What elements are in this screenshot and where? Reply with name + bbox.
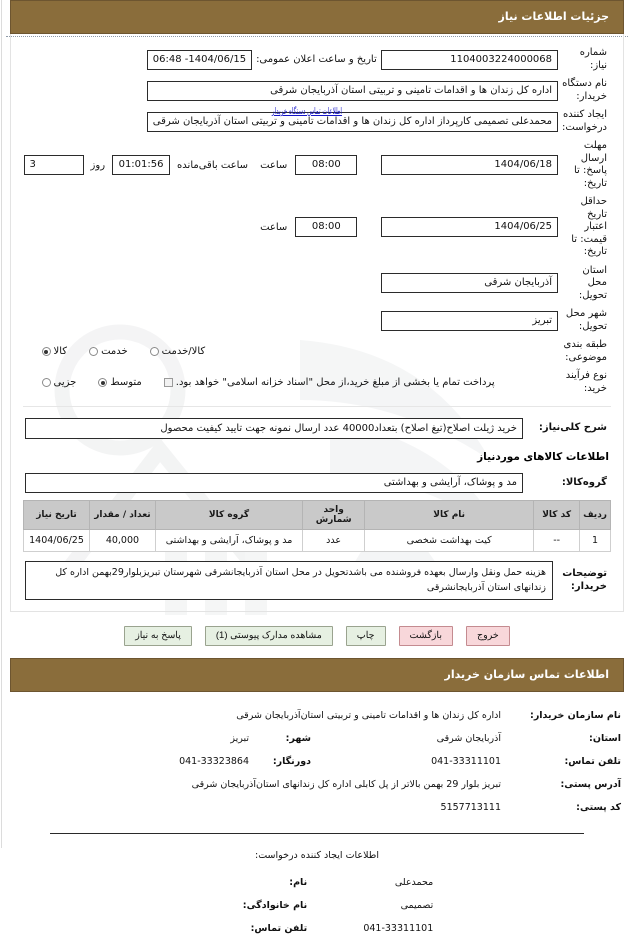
label-contact-city: شهر:	[285, 733, 311, 745]
field-reply-deadline-hour[interactable]: 08:00	[295, 155, 357, 175]
cell-group: مد و پوشاک، آرایشی و بهداشتی	[155, 530, 302, 552]
spacer-2	[436, 894, 624, 917]
action-button-row	[10, 626, 624, 646]
field-notes[interactable]: هزینه حمل ونقل وارسال بعهده فروشنده می باشدتحویل در محل استان آذربایجانشرقی شهرستان تبریزبلوار29بهمن اداره کل زندانهای استان آذربایجانشرقی	[25, 561, 553, 600]
label-contact-province: استان:	[589, 733, 621, 745]
goods-section-heading: اطلاعات کالاهای موردنیاز	[477, 451, 609, 463]
row-delivery-city	[22, 305, 611, 336]
row-creator-name	[10, 871, 624, 894]
summary-table	[23, 415, 611, 442]
cell-code: --	[534, 530, 580, 552]
value-contact-phone: 041-33311101	[431, 756, 501, 768]
label-contact-org: نام سازمان خریدار:	[530, 710, 621, 722]
row-creator-family	[10, 894, 624, 917]
treasury-checkbox-label: پرداخت تمام یا بخشی از مبلغ خرید،از محل "اسناد خزانه اسلامی" خواهد بود.	[175, 377, 495, 388]
goods-table	[23, 500, 611, 552]
label-hours-remaining: ساعت باقی‌مانده	[177, 159, 249, 171]
row-need-number	[22, 44, 611, 75]
page-title: جزئیات اطلاعات نیاز	[10, 0, 624, 34]
row-category	[22, 336, 611, 367]
view-attachments-button[interactable]: مشاهده مدارک پیوستی (1)	[205, 626, 333, 646]
radio-icon-khedmat[interactable]	[89, 347, 98, 356]
col-name: نام کالا	[365, 501, 534, 530]
label-delivery-city: شهر محل تحویل:	[565, 308, 607, 332]
radio-option-kala[interactable]	[42, 346, 68, 357]
respond-to-need-button[interactable]: پاسخ به نیاز	[124, 626, 192, 646]
row-goods-group	[23, 470, 611, 496]
cell-row: 1	[580, 530, 611, 552]
value-contact-fax: 041-33323864	[179, 756, 249, 768]
label-creator: ایجاد کننده درخواست:	[562, 109, 607, 133]
value-contact-province: آذربایجان شرقی	[436, 733, 501, 745]
buyer-contact-link[interactable]: اطلاعات تماس دستگاه خریدار	[271, 107, 343, 117]
label-buyer-org: نام دستگاه خریدار:	[562, 78, 607, 102]
row-summary	[23, 415, 611, 442]
label-days: روز	[90, 159, 106, 171]
label-contact-fax: دورنگار:	[272, 756, 311, 768]
field-price-validity-date[interactable]: 1404/06/25	[381, 217, 558, 237]
radio-icon-kala-khedmat[interactable]	[150, 347, 159, 356]
field-delivery-province[interactable]: آذربایجان شرقی	[381, 273, 558, 293]
field-announce-datetime[interactable]: 1404/06/15- 06:48	[147, 50, 252, 70]
value-creator-phone: 041-33311101	[363, 923, 434, 935]
field-reply-deadline-date[interactable]: 1404/06/18	[381, 155, 558, 175]
radio-icon-motavasset[interactable]	[98, 378, 107, 387]
row-buyer-org	[22, 75, 611, 106]
col-quantity: تعداد / مقدار	[90, 501, 156, 530]
label-need-number: شماره نیاز:	[579, 47, 607, 71]
contact-table	[10, 704, 624, 819]
radio-label-kala: کالا	[53, 346, 68, 357]
field-need-number[interactable]: 1104003224000068	[381, 50, 558, 70]
field-buyer-org[interactable]: اداره کل زندان ها و اقدامات تامینی و تربیتی استان آذربایجان شرقی	[147, 81, 558, 101]
cell-need-date: 1404/06/25	[24, 530, 90, 552]
value-creator-name: محمدعلی	[394, 877, 434, 889]
radio-option-kala-khedmat[interactable]	[150, 346, 206, 357]
radio-label-motavasset: متوسط	[110, 377, 142, 388]
row-creator-phone	[10, 917, 624, 940]
label-delivery-province: استان محل تحویل:	[578, 264, 607, 301]
value-contact-city: تبریز	[230, 733, 249, 745]
goods-group-table	[23, 470, 611, 496]
field-goods-group[interactable]: مد و پوشاک، آرایشی و بهداشتی	[25, 473, 523, 493]
radio-option-khedmat[interactable]	[89, 346, 128, 357]
col-need-date: تاریخ نیاز	[24, 501, 90, 530]
label-creator-family: نام خانوادگی:	[242, 900, 308, 912]
col-unit: واحد شمارش	[303, 501, 365, 530]
col-row: ردیف	[580, 501, 611, 530]
cell-name: کیت بهداشت شخصی	[365, 530, 534, 552]
category-radio-group[interactable]	[24, 346, 558, 357]
row-price-validity	[22, 193, 611, 262]
col-code: کد کالا	[534, 501, 580, 530]
label-reply-hour: ساعت	[260, 159, 288, 171]
value-contact-org: اداره کل زندان ها و اقدامات تامینی و تربیتی استان‌آذربایجان شرقی	[236, 710, 501, 722]
radio-label-kala-khedmat: کالا/خدمت	[161, 346, 206, 357]
label-category: طبقه بندی موضوعی:	[563, 339, 607, 363]
spacer-1	[436, 871, 624, 894]
radio-icon-jozyi[interactable]	[42, 378, 51, 387]
divider-2	[50, 833, 584, 834]
contact-section-title: اطلاعات تماس سازمان خریدار	[10, 658, 624, 692]
label-summary: شرح کلی‌نیاز:	[538, 422, 607, 434]
radio-option-motavasset[interactable]	[98, 377, 141, 388]
label-notes: توضیحات خریدار:	[562, 568, 607, 592]
row-contact-phone	[10, 750, 624, 773]
radio-label-jozyi: جزیی	[53, 377, 77, 388]
label-contact-postal: کد پستی:	[576, 802, 621, 814]
row-contact-org	[10, 704, 624, 727]
back-button[interactable]: بازگشت	[399, 626, 453, 646]
row-contact-province	[10, 727, 624, 750]
cell-quantity: 40,000	[90, 530, 156, 552]
row-contact-postal	[10, 796, 624, 819]
creator-info-heading: اطلاعات ایجاد کننده درخواست:	[255, 850, 379, 862]
cell-unit: عدد	[303, 530, 365, 552]
label-announce-datetime: تاریخ و ساعت اعلان عمومی:	[256, 54, 377, 65]
print-button[interactable]: چاپ	[346, 626, 386, 646]
row-process-type	[22, 367, 611, 398]
spacer-3	[436, 917, 624, 940]
radio-icon-kala[interactable]	[42, 347, 51, 356]
goods-table-header-row	[24, 501, 611, 530]
need-details-table	[22, 44, 611, 398]
label-process-type: نوع فرآیند خرید:	[565, 370, 607, 394]
creator-info-table	[10, 871, 624, 940]
label-creator-phone: تلفن تماس:	[250, 923, 308, 935]
label-reply-deadline: مهلت ارسال پاسخ: تا تاریخ:	[573, 140, 607, 189]
notes-table	[23, 558, 611, 603]
checkbox-icon-treasury[interactable]	[164, 378, 173, 387]
field-summary[interactable]: خرید ژیلت اصلاح(تیغ اصلاح) بتعداد40000 عدد ارسال نمونه جهت تایید کیفیت محصول	[25, 418, 523, 439]
field-delivery-city[interactable]: تبریز	[381, 311, 558, 331]
label-creator-name: نام:	[289, 877, 308, 889]
exit-button[interactable]: خروج	[466, 626, 510, 646]
field-price-validity-hour[interactable]: 08:00	[295, 217, 357, 237]
row-reply-deadline	[22, 137, 611, 193]
treasury-checkbox-item[interactable]	[164, 377, 495, 388]
row-delivery-province	[22, 262, 611, 306]
need-details-panel	[10, 34, 624, 612]
radio-label-khedmat: خدمت	[101, 346, 128, 357]
label-goods-group: گروه‌کالا:	[561, 476, 607, 488]
row-creator	[22, 106, 611, 137]
label-price-validity: حداقل تاریخ اعتبار قیمت: تا تاریخ:	[571, 196, 607, 257]
value-creator-family: تصمیمی	[400, 900, 434, 912]
col-group: گروه کالا	[155, 501, 302, 530]
field-countdown[interactable]: 01:01:56	[112, 155, 170, 175]
value-contact-address: تبریز بلوار 29 بهمن بالاتر از پل کابلی اداره کل زندانهای استان‌آذربایجان شرقی	[191, 779, 501, 791]
label-contact-address: آدرس پستی:	[560, 779, 621, 791]
radio-option-jozyi[interactable]	[42, 377, 77, 388]
field-creator[interactable]: محمدعلی تصمیمی کارپرداز اداره کل زندان ها و اقدامات تامینی و تربیتی استان آذربایجان شرقی	[147, 112, 558, 132]
process-type-group[interactable]	[24, 377, 558, 388]
row-notes	[23, 558, 611, 603]
row-contact-address	[10, 773, 624, 796]
field-days-remaining[interactable]: 3	[24, 155, 84, 175]
label-price-validity-hour: ساعت	[260, 221, 288, 233]
divider-1	[23, 406, 611, 407]
label-contact-phone: تلفن تماس:	[564, 756, 621, 768]
table-row[interactable]	[24, 530, 611, 552]
value-contact-postal: 5157713111	[440, 802, 501, 814]
